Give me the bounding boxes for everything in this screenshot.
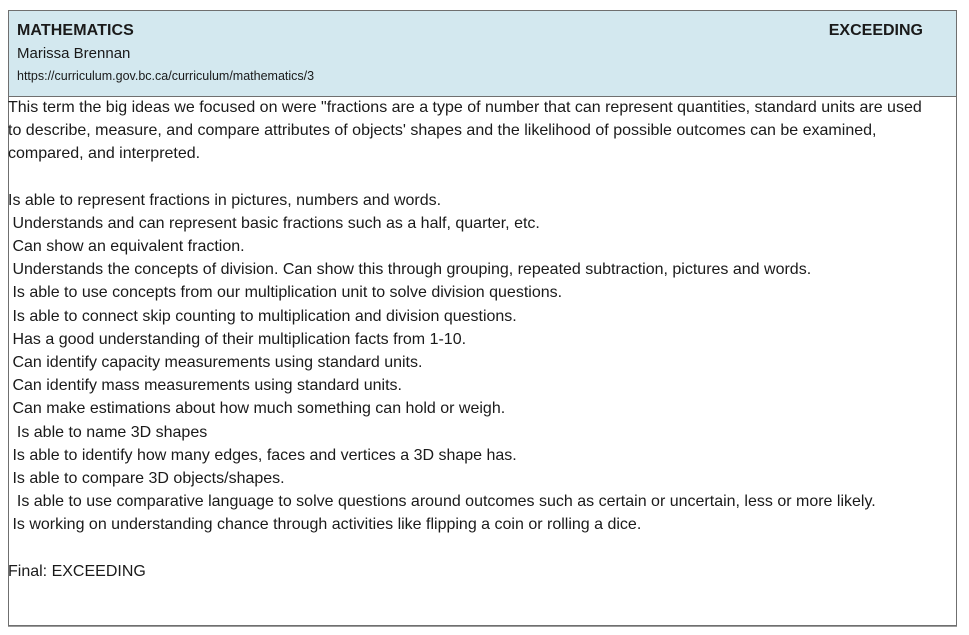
subject-title: MATHEMATICS: [17, 22, 134, 39]
bottom-divider: [8, 626, 957, 627]
proficiency-grade: EXCEEDING: [828, 22, 923, 39]
final-grade: Final: EXCEEDING: [8, 562, 146, 580]
outcome-item: Is working on understanding chance through activities like flipping a coin or rolling a dice.: [8, 516, 642, 534]
outcome-item: Is able to name 3D shapes: [8, 423, 208, 441]
subject-header: [9, 11, 956, 97]
outcome-item: Has a good understanding of their multiplication facts from 1-10.: [8, 330, 467, 348]
outcome-item: Understands and can represent basic fractions such as a half, quarter, etc.: [8, 214, 540, 232]
outcome-item: Is able to use comparative language to solve questions around outcomes such as certain or uncertain, less or more likely.: [8, 493, 876, 511]
learning-outcomes-list: [8, 189, 938, 537]
outcome-item: Is able to identify how many edges, faces and vertices a 3D shape has.: [8, 446, 517, 464]
outcome-item: Can identify mass measurements using standard units.: [8, 377, 402, 395]
outcome-item: Is able to represent fractions in pictures, numbers and words.: [8, 191, 442, 209]
outcome-item: Is able to compare 3D objects/shapes.: [8, 470, 285, 488]
outcome-item: Can show an equivalent fraction.: [8, 238, 245, 256]
outcome-item: Can identify capacity measurements using standard units.: [8, 354, 423, 372]
outcome-item: Understands the concepts of division. Can show this through grouping, repeated subtraction, pictures and words.: [8, 261, 812, 279]
comment-body: [8, 96, 938, 583]
outcome-item: Is able to connect skip counting to multiplication and division questions.: [8, 307, 517, 325]
curriculum-link[interactable]: https://curriculum.gov.bc.ca/curriculum/mathematics/3: [17, 69, 315, 83]
teacher-name: Marissa Brennan: [17, 45, 131, 62]
intro-paragraph: This term the big ideas we focused on were "fractions are a type of number that can represent quantities, standard units are used to describe, measure, and compare attributes of objects' shapes and the likelihood of possible outcomes can be examined, compared, and interpreted.: [8, 99, 922, 163]
outcome-item: Is able to use concepts from our multiplication unit to solve division questions.: [8, 284, 563, 302]
outcome-item: Can make estimations about how much something can hold or weigh.: [8, 400, 506, 418]
